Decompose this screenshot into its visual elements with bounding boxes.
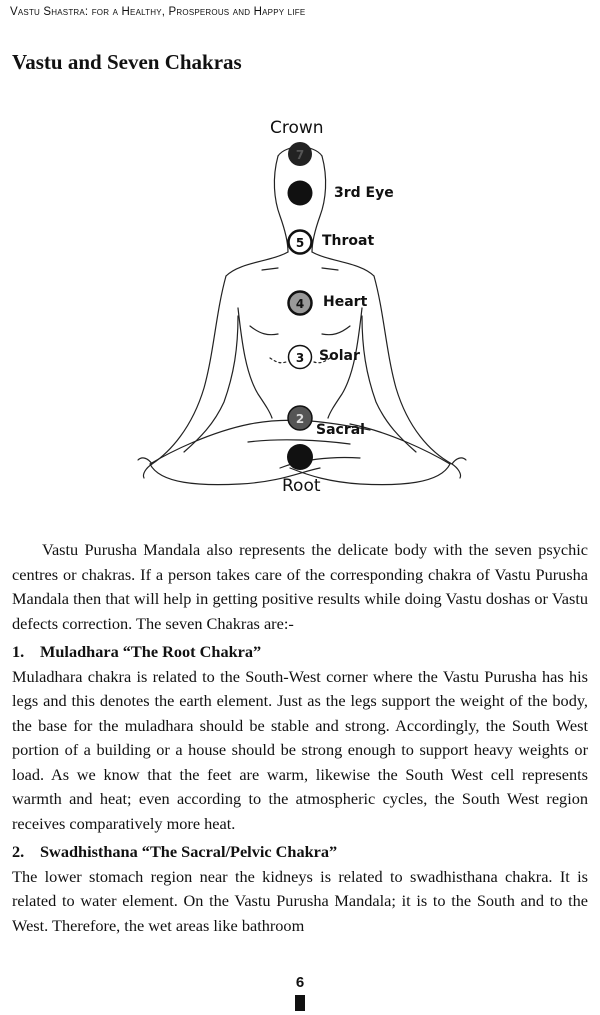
heart-number: 4 [295,297,305,311]
section-title: Vastu and Seven Chakras [12,50,242,74]
list-item-title: Muladhara “The Root Chakra” [40,642,262,661]
label-root: Root [282,476,321,496]
crown-number: 7 [295,148,305,162]
chakra-figure [130,112,480,512]
root-chakra-icon [287,444,313,470]
third-eye-chakra-icon [288,181,313,206]
label-third-eye: 3rd Eye [334,185,394,201]
sacral-number: 2 [295,412,305,426]
intro-paragraph: Vastu Purusha Mandala also represents the delicate body with the seven psychic centres or chakras. If a person takes care of the corresponding chakra of Vastu Purusha Mandala then that will help in getting positive results while doing Vastu doshas or Vastu defects correction. The seven Chakras are:- [12,540,588,633]
label-sacral: Sacral [316,422,365,438]
label-heart: Heart [323,294,368,310]
body-text [12,538,588,938]
list-item-title: Swadhisthana “The Sacral/Pelvic Chakra” [40,842,338,861]
throat-number: 5 [295,236,305,250]
list-item-number: 1. [12,642,25,661]
list-item-text: The lower stomach region near the kidneys is related to swadhisthana chakra. It is related to water element. On the Vastu Purusha Mandala; it is to the South and to the West. Therefore, the wet areas like bathroom [12,866,588,935]
list-item-heading [12,640,588,665]
label-crown: Crown [270,118,324,138]
list-item-text: Muladhara chakra is related to the South-West corner where the Vastu Purusha has his legs and this denotes the earth element. Just as the legs support the weight of the body, the base for the muladhara should be stable and strong. Accordingly, the South West portion of a building or a house should be strong enough to support heavy weights or load. As we know that the feet are warm, likewise the South West cell represents warmth and heat; even according to the atmospheric cycles, the South West region receives comparatively more heat. [12,666,588,833]
list-item-number: 2. [12,842,25,861]
running-header: Vastu Shastra: for a Healthy, Prosperous and Happy life [10,6,306,18]
meditating-figure-illustration [130,112,480,512]
page-number: 6 [295,974,305,991]
page-mark [295,995,305,1011]
solar-number: 3 [295,351,305,365]
label-throat: Throat [322,233,375,249]
list-item-heading [12,840,588,865]
label-solar: Solar [319,348,360,364]
